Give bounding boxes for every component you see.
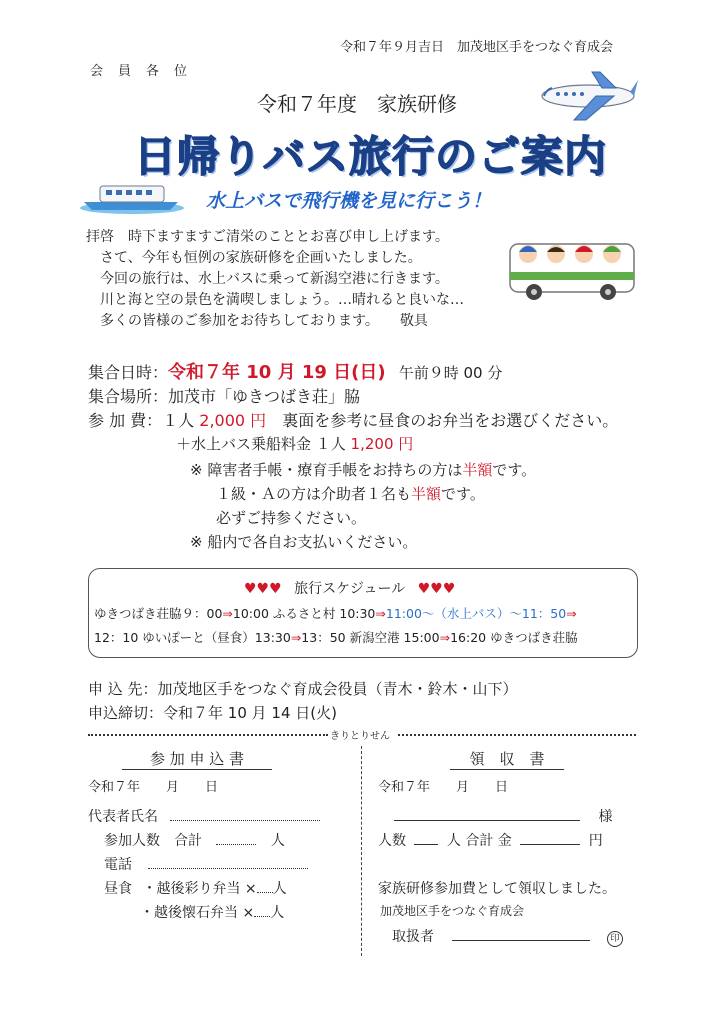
seal-mark: 印 xyxy=(607,931,623,947)
receipt-name-field[interactable] xyxy=(394,820,580,821)
arrow-icon: ⇒ xyxy=(566,606,577,621)
greeting-line: 川と海と空の景色を満喫しましょう。…晴れると良いな… xyxy=(86,292,464,308)
half-price-2: 半額 xyxy=(411,485,442,503)
receipt-amount-field[interactable] xyxy=(520,844,580,845)
handler-row xyxy=(392,926,623,947)
greeting-line: 今回の旅行は、水上バスに乗って新潟空港に行きます。 xyxy=(86,271,449,287)
receipt-date: 令和７年 月 日 xyxy=(378,780,509,795)
receipt-yen: 円 xyxy=(588,833,603,849)
deadline-label: 申込締切： xyxy=(88,704,164,722)
date-time: 午前９時 00 分 xyxy=(398,364,503,382)
lunch2-label: ・越後懐石弁当 × xyxy=(140,905,255,921)
place-label: 集合場所： xyxy=(88,387,169,406)
bus-kids-icon xyxy=(506,224,638,302)
subtitle: 水上バスで飛行機を見に行こう！ xyxy=(206,190,492,212)
schedule-row-2 xyxy=(94,628,578,646)
note-bring: 必ずご持参ください。 xyxy=(216,509,367,527)
contact-row xyxy=(88,678,518,699)
schedule-row-1 xyxy=(94,604,577,622)
lunch-row-1 xyxy=(104,878,287,898)
handler-field[interactable] xyxy=(452,940,590,941)
arrow-icon: ⇒ xyxy=(222,606,233,621)
form-date: 令和７年 月 日 xyxy=(88,780,219,795)
greeting-text xyxy=(86,227,464,332)
phone-label: 電話 xyxy=(104,857,132,873)
receipt-statement: 家族研修参加費として領収しました。 xyxy=(378,881,616,897)
rep-name-row xyxy=(88,806,320,826)
boat-fee-prefix: ＋水上バス乗船料金 １人 xyxy=(176,435,351,453)
lunch-row-2 xyxy=(140,902,284,922)
lunch1-field[interactable] xyxy=(257,892,273,893)
count-row xyxy=(104,830,285,850)
date-label: 集合日時： xyxy=(88,363,169,382)
issue-date-org: 令和７年９月吉日 加茂地区手をつなぐ育成会 xyxy=(340,40,614,55)
airplane-icon xyxy=(536,66,640,124)
date-row xyxy=(88,358,502,384)
form-title: 参 加 申 込 書 xyxy=(122,748,272,770)
place-value: 加茂市「ゆきつばき荘」脇 xyxy=(168,387,361,406)
receipt-amount-row xyxy=(378,830,603,850)
note-half-2 xyxy=(216,483,485,504)
receipt-name-row xyxy=(394,806,612,826)
lunch2-unit: 人 xyxy=(270,905,285,921)
fee-note: 裏面を参考に昼食のお弁当をお選びください。 xyxy=(266,411,619,430)
cut-line-label: きりとりせん xyxy=(330,731,390,742)
schedule-item: 13：50 新潟空港 15:00 xyxy=(301,630,440,645)
half-price-1: 半額 xyxy=(462,461,493,479)
note2-post: です。 xyxy=(441,485,485,503)
form-divider xyxy=(361,746,362,956)
contact-label: 申 込 先： xyxy=(88,680,158,698)
boat-fee-amount: 1,200 円 xyxy=(350,435,414,453)
greeting-line: 拝啓 時下ますますご清栄のこととお喜び申し上げます。 xyxy=(86,229,449,245)
handler-label: 取扱者 xyxy=(392,929,434,945)
hearts-right: ♥♥♥ xyxy=(417,581,456,597)
count-field[interactable] xyxy=(216,844,256,845)
place-row xyxy=(88,384,360,407)
hearts-left: ♥♥♥ xyxy=(244,581,282,597)
schedule-item: 16:20 ゆきつばき荘脇 xyxy=(450,630,578,645)
receipt-title: 領 収 書 xyxy=(450,748,564,770)
count-unit: 人 xyxy=(270,833,285,849)
receipt-count-label: 人数 xyxy=(378,833,406,849)
note-half-1 xyxy=(190,459,536,480)
phone-field[interactable] xyxy=(148,868,308,869)
schedule-item: 12：10 ゆいぽーと（昼食）13:30 xyxy=(94,630,291,645)
lunch-label: 昼食 xyxy=(104,881,132,897)
schedule-item: ゆきつばき荘脇９：00 xyxy=(94,606,223,621)
greeting-line: さて、今年も恒例の家族研修を企画いたしました。 xyxy=(86,250,422,266)
lunch1-label: ・越後彩り弁当 × xyxy=(142,881,257,897)
contact-value: 加茂地区手をつなぐ育成会役員（青木・鈴木・山下） xyxy=(157,680,518,698)
date-value: 令和７年 10 月 19 日(日) xyxy=(168,362,386,383)
cut-line-right xyxy=(398,734,636,736)
deadline-value: 令和７年 10 月 14 日(火) xyxy=(163,704,337,722)
schedule-item: 10:00 ふるさと村 10:30 xyxy=(232,606,376,621)
note1-post: です。 xyxy=(492,461,537,479)
note1-pre: ※ 障害者手帳・療育手帳をお持ちの方は xyxy=(190,461,463,479)
arrow-icon: ⇒ xyxy=(290,630,302,645)
lunch1-unit: 人 xyxy=(272,881,287,897)
cut-line-left xyxy=(88,734,328,736)
schedule-title-row xyxy=(244,578,455,598)
receipt-sama: 様 xyxy=(598,809,613,825)
fee-prefix: １人 xyxy=(162,411,200,430)
main-title: 日帰りバス旅行のご案内 xyxy=(134,132,608,181)
note-pay-onboard: ※ 船内で各自お支払いください。 xyxy=(190,533,418,551)
rep-name-field[interactable] xyxy=(170,820,320,821)
phone-row xyxy=(104,854,308,874)
rep-name-label: 代表者氏名 xyxy=(88,809,158,825)
water-bus-icon xyxy=(78,180,186,214)
receipt-org: 加茂地区手をつなぐ育成会 xyxy=(380,904,525,918)
arrow-icon: ⇒ xyxy=(375,606,386,621)
addressee: 会 員 各 位 xyxy=(90,64,189,79)
arrow-icon: ⇒ xyxy=(439,630,451,645)
greeting-line: 多くの皆様のご参加をお待ちしております。 敬具 xyxy=(86,313,428,329)
schedule-title: 旅行スケジュール xyxy=(294,581,406,597)
fee-amount: 2,000 円 xyxy=(199,411,267,430)
schedule-item: 11:00～（水上バス）～11：50 xyxy=(385,606,567,621)
receipt-count-field[interactable] xyxy=(414,844,438,845)
fee-row xyxy=(88,408,618,431)
boat-fee-row xyxy=(176,433,413,454)
deadline-row xyxy=(88,702,337,723)
count-label: 参加人数 合計 xyxy=(104,833,202,849)
receipt-count-unit: 人 合計 金 xyxy=(446,833,512,849)
lunch2-field[interactable] xyxy=(254,916,270,917)
note2-pre: １級・Ａの方は介助者１名も xyxy=(216,485,412,503)
fee-label: 参 加 費： xyxy=(88,411,163,430)
event-year-title: 令和７年度 家族研修 xyxy=(257,92,457,116)
